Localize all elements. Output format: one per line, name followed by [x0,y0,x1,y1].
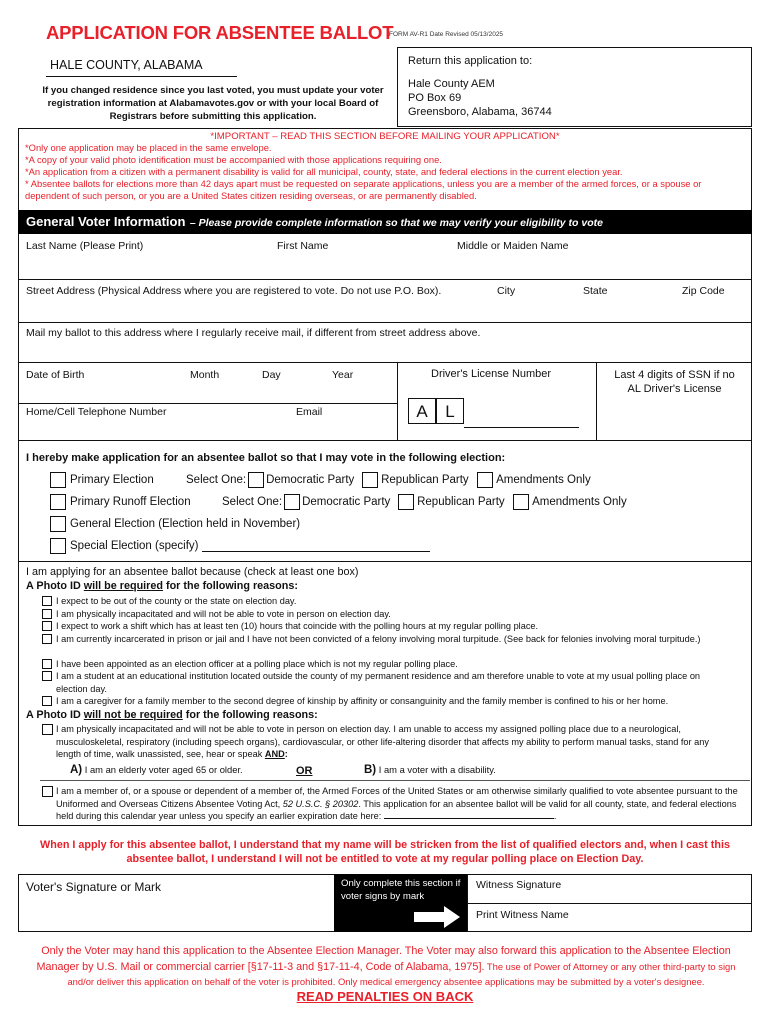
reason-incapacitated [42,608,742,621]
email-label: Email [296,406,323,418]
important-line-4: * Absentee ballots for elections more than 42 days apart must be requested on separate applications, unless you are a member of the armed forces, or a spouse or dependent of such person, or you are a United States citizen residing overseas, or are permanently disabled. [25,178,702,201]
primary-amendments-checkbox[interactable] [477,472,493,488]
footer-text-2: The use of Power of Attorney or any other third-party to sign and/or deliver this application on behalf of the voter is prohibited. Only medical emergency absentee applications may be submitted by a voter's designee. [67,960,736,987]
voter-signature-label: Voter's Signature or Mark [26,880,162,894]
reason-incarcerated-text: I am currently incarcerated in prison or jail and I have not been convicted of a felony involving moral turpitude. (See back for felonies involving moral turpitude.) [56,633,701,644]
reason-incarcerated-checkbox[interactable] [42,634,52,644]
dob-input[interactable] [22,383,392,401]
important-title: *IMPORTANT – READ THIS SECTION BEFORE MAILING YOUR APPLICATION* [210,131,560,142]
strike-warning: When I apply for this absentee ballot, I understand that my name will be stricken from the list of qualified electors and, when I cast this absentee ballot, I understand I will not be entitled to vote at my regular polling place on Election Day. [40,839,730,865]
phone-input[interactable] [22,419,287,438]
primary-amendments-label: Amendments Only [496,474,591,486]
return-label: Return this application to: [408,55,533,67]
ssn-label: Last 4 digits of SSN if no AL Driver's License [614,369,735,395]
mark-instruction-text: Only complete this section if voter signs by mark [341,878,461,902]
general-election-checkbox[interactable] [50,516,66,532]
disability-text: I am physically incapacitated and will not be able to vote in person on election day. I am unable to access my assigned polling place due to a neurological, musculoskeletal, respiratory (including speech organs), cardiovascular, or other life-altering disorder that affects my ability to perform manual tasks, stand for any length of time, walk unassisted, see, hear or speak [56,724,709,759]
election-intro: I hereby make application for an absentee ballot so that I may vote in the following election: [26,452,506,464]
photo-required-heading [26,580,298,592]
reason-out-of-county-text: I expect to be out of the county or the state on election day. [56,596,297,606]
important-section [18,128,752,210]
option-b-text: I am a voter with a disability. [378,764,496,775]
month-label: Month [190,369,220,381]
county-underline [46,76,237,77]
return-addr-line3: Greensboro, Alabama, 36744 [408,106,552,118]
reason-work-shift-text: I expect to work a shift which has at least ten (10) hours that coincide with the polling hours at my regular polling place. [56,621,539,631]
ssn-input[interactable] [603,400,747,434]
reason-student-checkbox[interactable] [42,671,52,681]
return-address-box [397,47,752,127]
runoff-election-label: Primary Runoff Election [70,496,191,508]
reason-work-shift-checkbox[interactable] [42,621,52,631]
witness-signature-input[interactable] [470,892,748,902]
dl-prefix-a [408,398,436,424]
print-witness-label: Print Witness Name [476,909,569,921]
reason-caregiver-text: I am a caregiver for a family member to the second degree of kinship by affinity or consanguinity and the family member is confined to his or her home. [56,696,669,706]
reason-election-officer-checkbox[interactable] [42,659,52,669]
mail-address-label: Mail my ballot to this address where I regularly receive mail, if different from street address above. [26,327,481,339]
reason-disability-text [42,723,722,761]
or-word: OR [296,765,313,777]
form-id: FORM AV-R1 Date Revised 05/13/2025 [389,31,504,38]
important-line-3: *An application from a citizen with a permanent disability is valid for all municipal, county, state, and federal elections in the current election year. [25,166,623,177]
runoff-republican-label: Republican Party [417,496,505,508]
city-input[interactable] [485,299,575,319]
dl-prefix-l [436,398,464,424]
option-a-letter: A) [70,764,83,776]
special-election-input[interactable] [202,540,430,552]
military-pre: I am a member of, or a spouse or dependent of a member of, the Armed Forces of the United States or am otherwise similarly qualified to vote absentee pursuant to the Uniformed and Overseas Citizens Absentee Voting Act, [56,786,738,809]
dl-number-label: Driver's License Number [431,368,552,380]
zip-label: Zip Code [682,285,725,297]
primary-republican-label: Republican Party [381,474,469,486]
runoff-democratic-checkbox[interactable] [284,494,300,510]
zip-input[interactable] [672,299,747,319]
reason-military [42,785,744,823]
print-witness-input[interactable] [470,921,748,930]
voter-info-banner [18,210,752,234]
reason-caregiver [42,695,747,708]
and-word: AND [264,749,285,759]
reason-incapacitated-checkbox[interactable] [42,609,52,619]
option-b-letter: B) [364,764,377,776]
expiration-date-input[interactable] [384,810,554,819]
reason-incarcerated [42,633,732,646]
important-line-2: *A copy of your valid photo identification must be accompanied with those applications requiring one. [25,154,442,165]
reasons-intro: I am applying for an absentee ballot because (check at least one box) [26,566,359,578]
street-label: Street Address (Physical Address where you are registered to vote. Do not use P.O. Box). [26,285,442,297]
runoff-election-checkbox[interactable] [50,494,66,510]
photo-not-pre: A Photo ID [26,709,84,721]
state-label: State [583,285,608,297]
reason-election-officer-text: I have been appointed as an election officer at a polling place which is not my regular polling place. [56,658,458,669]
banner-sub: – Please provide complete information so that we may verify your eligibility to vote [189,217,603,229]
military-post: . This application for an absentee ballot will be valid for all county, state, and federal elections held during this calendar year unless you specify an earlier expiration date here: [56,798,737,821]
primary-democratic-checkbox[interactable] [248,472,264,488]
primary-democratic-label: Democratic Party [266,474,355,486]
dob-label: Date of Birth [26,369,85,381]
reason-disability-checkbox[interactable] [42,724,53,735]
return-addr-line1: Hale County AEM [408,78,495,90]
reason-work-shift [42,620,742,633]
reason-student-text: I am a student at an educational institution located outside the county of my permanent residence and am therefore unable to vote at my usual polling place on election day. [56,671,701,694]
witness-signature-label: Witness Signature [476,879,562,891]
military-cite: 52 U.S.C. § 20302 [282,798,359,809]
photo-not-post: for the following reasons: [182,709,318,721]
photo-not-underlined: will not be required [83,709,183,721]
reason-student [42,670,732,695]
primary-select-one-label: Select One: [186,474,247,486]
runoff-amendments-checkbox[interactable] [513,494,529,510]
dl-number-input[interactable] [466,400,578,426]
reason-military-text: I am a member of, or a spouse or dependent of a member of, the Armed Forces of the United States or am otherwise similarly qualified to vote absentee pursuant to the Uniformed and Overseas Citizens Absentee Voting Act, 52 U.S.C. § 20302. This application for an absentee ballot will be valid for all county, state, and federal elections held during this calendar year unless you specify an earlier expiration date here: . [56,786,738,821]
runoff-amendments-label: Amendments Only [532,496,627,508]
last-name-input[interactable] [22,254,270,276]
voter-signature-input[interactable] [22,896,330,928]
street-input[interactable] [22,299,482,319]
read-penalties-link[interactable]: READ PENALTIES ON BACK [296,989,474,1004]
photo-required-pre: A Photo ID [26,580,84,592]
reason-caregiver-checkbox[interactable] [42,696,52,706]
primary-election-label: Primary Election [70,474,154,486]
mark-instruction-box [334,874,467,932]
reason-disability [42,723,722,761]
primary-election-checkbox[interactable] [50,472,66,488]
phone-label: Home/Cell Telephone Number [26,406,167,418]
city-label: City [497,285,516,297]
special-election-checkbox[interactable] [50,538,66,554]
reason-military-checkbox[interactable] [42,786,53,797]
reason-out-of-county [42,595,742,608]
reason-election-officer [42,658,742,671]
dl-prefix-a-text: A [416,402,428,421]
option-b [364,764,496,776]
primary-republican-checkbox[interactable] [362,472,378,488]
photo-required-post: for the following reasons: [162,580,298,592]
arrow-right-icon [412,905,462,929]
footer-text-1: Only the Voter may hand this application to the Absentee Election Manager. The Voter may also forward this application to the Absentee Election Manager by U.S. Mail or commercial carrier [§17-11-3 and §17-11-4, Code of Alabama, 1975]. [36,945,731,973]
middle-name-input[interactable] [455,254,747,276]
option-a [70,764,243,776]
first-name-label: First Name [277,240,329,252]
form-title: APPLICATION FOR ABSENTEE BALLOT [46,22,394,43]
state-input[interactable] [578,299,668,319]
first-name-input[interactable] [274,254,452,276]
mail-address-input[interactable] [22,341,747,359]
year-label: Year [332,369,354,381]
and-colon: : [284,749,288,759]
general-election-label: General Election (Election held in November) [70,518,301,530]
middle-name-label: Middle or Maiden Name [457,240,569,252]
runoff-select-one-label: Select One: [222,496,283,508]
dl-prefix-l-text: L [445,402,455,421]
banner-main: General Voter Information [26,214,186,229]
last-name-label: Last Name (Please Print) [26,240,144,252]
return-addr-line2: PO Box 69 [408,92,462,104]
day-label: Day [262,369,281,381]
option-a-text: I am an elderly voter aged 65 or older. [84,764,243,775]
special-election-label: Special Election (specify) [70,540,199,552]
county-name: HALE COUNTY, ALABAMA [50,58,203,72]
runoff-republican-checkbox[interactable] [398,494,414,510]
email-input[interactable] [292,419,394,438]
photo-required-underlined: will be required [83,580,163,592]
reason-out-of-county-checkbox[interactable] [42,596,52,606]
footer-notice [26,943,746,989]
photo-not-required-heading [26,709,318,721]
ssn-box [596,362,752,441]
runoff-democratic-label: Democratic Party [302,496,391,508]
reason-incapacitated-text: I am physically incapacitated and will not be able to vote in person on election day. [56,608,391,619]
residence-notice: If you changed residence since you last voted, you must update your voter registration information at Alabamavotes.gov or with your local Board of Registrars before submitting this application. [42,85,384,122]
important-line-1: *Only one application may be placed in the same envelope. [25,142,272,153]
